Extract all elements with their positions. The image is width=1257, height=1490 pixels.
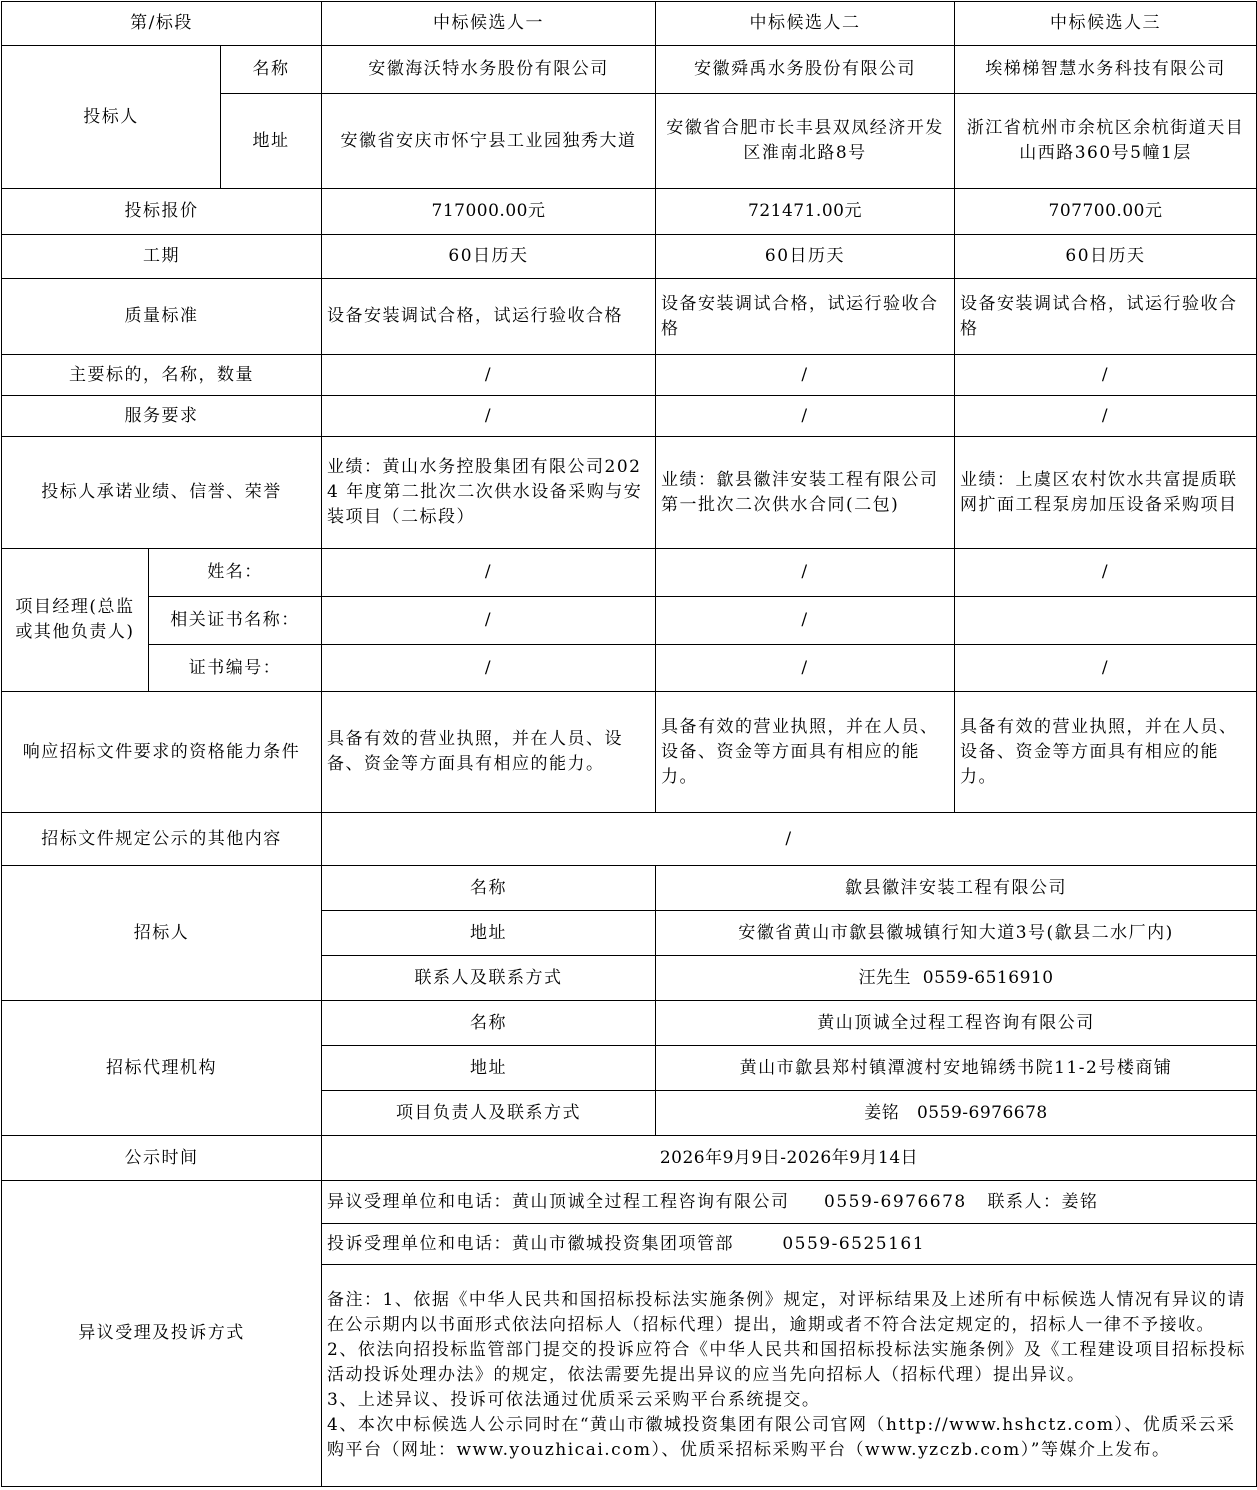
agency-address-label: 地址 [322,1046,656,1091]
manager-cert-2: / [656,597,955,645]
bidder-address-3: 浙江省杭州市余杭区余杭街道天目山西路360号5幢1层 [955,94,1257,189]
agency-name-row [2,1001,1257,1046]
performance-2: 业绩：歙县徽沣安装工程有限公司第一批次二次供水合同(二包) [656,437,955,549]
performance-3: 业绩：上虞区农村饮水共富提质联网扩面工程泵房加压设备采购项目 [955,437,1257,549]
period-3: 60日历天 [955,235,1257,279]
quality-2: 设备安装调试合格，试运行验收合格 [656,279,955,355]
tenderer-contact: 汪先生 0559-6516910 [656,956,1257,1001]
note-2: 2、依法向招投标监管部门提交的投诉应符合《中华人民共和国招标投标法实施条例》及《工程建设项目招标投标活动投诉处理办法》的规定，依法需要先提出异议的应当先向招标人（招标代理）提出异议。 [327,1340,1246,1385]
tenderer-address-label: 地址 [322,911,656,956]
bidder-address-2: 安徽省合肥市长丰县双凤经济开发区淮南北路8号 [656,94,955,189]
manager-name-3: / [955,549,1257,597]
bidder-name-1: 安徽海沃特水务股份有限公司 [322,46,656,94]
tenderer-name: 歙县徽沣安装工程有限公司 [656,866,1257,911]
manager-name-2: / [656,549,955,597]
manager-cert-no-1: / [322,645,656,692]
agency-contact-label: 项目负责人及联系方式 [322,1091,656,1136]
price-1: 717000.00元 [322,189,656,235]
candidate-2-header: 中标候选人二 [656,2,955,46]
candidate-3-header: 中标候选人三 [955,2,1257,46]
header-row [2,2,1257,46]
tenderer-contact-label: 联系人及联系方式 [322,956,656,1001]
note-1: 备注：1、依据《中华人民共和国招标投标法实施条例》规定，对评标结果及上述所有中标候选人情况有异议的请在公示期内以书面形式依法向招标人（招标代理）提出，逾期或者不符合法定规定的，招标人一律不予接收。 [327,1290,1246,1335]
performance-row [2,437,1257,549]
service-1: / [322,396,656,437]
manager-label: 项目经理(总监或其他负责人) [2,549,149,692]
objection-row [2,1181,1257,1224]
subject-1: / [322,355,656,396]
period-1: 60日历天 [322,235,656,279]
other-value: / [322,813,1257,866]
performance-label: 投标人承诺业绩、信誉、荣誉 [2,437,322,549]
subject-3: / [955,355,1257,396]
note-4: 4、本次中标候选人公示同时在“黄山市徽城投资集团有限公司官网（http://www.hshctz.com）、优质采云采购平台（网址：www.youzhicai.com）、优质采招标采购平台（www.yzczb.com）”等媒介上发布。 [327,1415,1236,1460]
agency-contact: 姜铭 0559-6976678 [656,1091,1257,1136]
note-3: 3、上述异议、投诉可依法通过优质采云采购平台系统提交。 [327,1390,821,1410]
price-row [2,189,1257,235]
manager-cert-3 [955,597,1257,645]
other-label: 招标文件规定公示的其他内容 [2,813,322,866]
manager-cert-1: / [322,597,656,645]
agency-label: 招标代理机构 [2,1001,322,1136]
service-2: / [656,396,955,437]
qualification-label: 响应招标文件要求的资格能力条件 [2,692,322,813]
manager-name-row [2,549,1257,597]
qualification-row [2,692,1257,813]
agency-name-label: 名称 [322,1001,656,1046]
agency-name: 黄山顶诚全过程工程咨询有限公司 [656,1001,1257,1046]
qualification-1: 具备有效的营业执照，并在人员、设备、资金等方面具有相应的能力。 [322,692,656,813]
candidate-1-header: 中标候选人一 [322,2,656,46]
bidder-address-1: 安徽省安庆市怀宁县工业园独秀大道 [322,94,656,189]
bidder-address-label: 地址 [221,94,322,189]
other-row [2,813,1257,866]
period-2: 60日历天 [656,235,955,279]
subject-label: 主要标的，名称，数量 [2,355,322,396]
bidder-name-3: 埃梯梯智慧水务科技有限公司 [955,46,1257,94]
bidder-name-label: 名称 [221,46,322,94]
price-2: 721471.00元 [656,189,955,235]
period-row [2,235,1257,279]
service-3: / [955,396,1257,437]
bidder-name-2: 安徽舜禹水务股份有限公司 [656,46,955,94]
qualification-2: 具备有效的营业执照，并在人员、设备、资金等方面具有相应的能力。 [656,692,955,813]
price-label: 投标报价 [2,189,322,235]
bidder-label: 投标人 [2,46,221,189]
manager-cert-no-row [2,645,1257,692]
manager-cert-row [2,597,1257,645]
agency-address: 黄山市歙县郑村镇潭渡村安地锦绣书院11-2号楼商铺 [656,1046,1257,1091]
objection-label: 异议受理及投诉方式 [2,1181,322,1487]
notes-cell [322,1265,1257,1487]
subject-2: / [656,355,955,396]
section-header: 第/标段 [2,2,322,46]
manager-cert-no-3: / [955,645,1257,692]
price-3: 707700.00元 [955,189,1257,235]
complaint-line: 投诉受理单位和电话：黄山市徽城投资集团项管部 0559-6525161 [322,1224,1257,1265]
bidder-name-row [2,46,1257,94]
quality-label: 质量标准 [2,279,322,355]
manager-cert-no-2: / [656,645,955,692]
period-label: 工期 [2,235,322,279]
performance-1: 业绩：黄山水务控股集团有限公司2024 年度第二批次二次供水设备采购与安装项目（二标段） [322,437,656,549]
bid-result-table [1,1,1257,1487]
manager-cert-label: 相关证书名称： [149,597,322,645]
subject-row [2,355,1257,396]
notice-time-label: 公示时间 [2,1136,322,1181]
qualification-3: 具备有效的营业执照，并在人员、设备、资金等方面具有相应的能力。 [955,692,1257,813]
objection-line: 异议受理单位和电话：黄山顶诚全过程工程咨询有限公司 0559-6976678 联系人：姜铭 [322,1181,1257,1224]
manager-name-label: 姓名： [149,549,322,597]
tenderer-label: 招标人 [2,866,322,1001]
quality-row [2,279,1257,355]
manager-name-1: / [322,549,656,597]
tenderer-name-row [2,866,1257,911]
tenderer-address: 安徽省黄山市歙县徽城镇行知大道3号(歙县二水厂内) [656,911,1257,956]
quality-3: 设备安装调试合格，试运行验收合格 [955,279,1257,355]
notice-time-row [2,1136,1257,1181]
quality-1: 设备安装调试合格，试运行验收合格 [322,279,656,355]
service-label: 服务要求 [2,396,322,437]
manager-cert-no-label: 证书编号： [149,645,322,692]
notice-time-value: 2026年9月9日-2026年9月14日 [322,1136,1257,1181]
tenderer-name-label: 名称 [322,866,656,911]
service-row [2,396,1257,437]
